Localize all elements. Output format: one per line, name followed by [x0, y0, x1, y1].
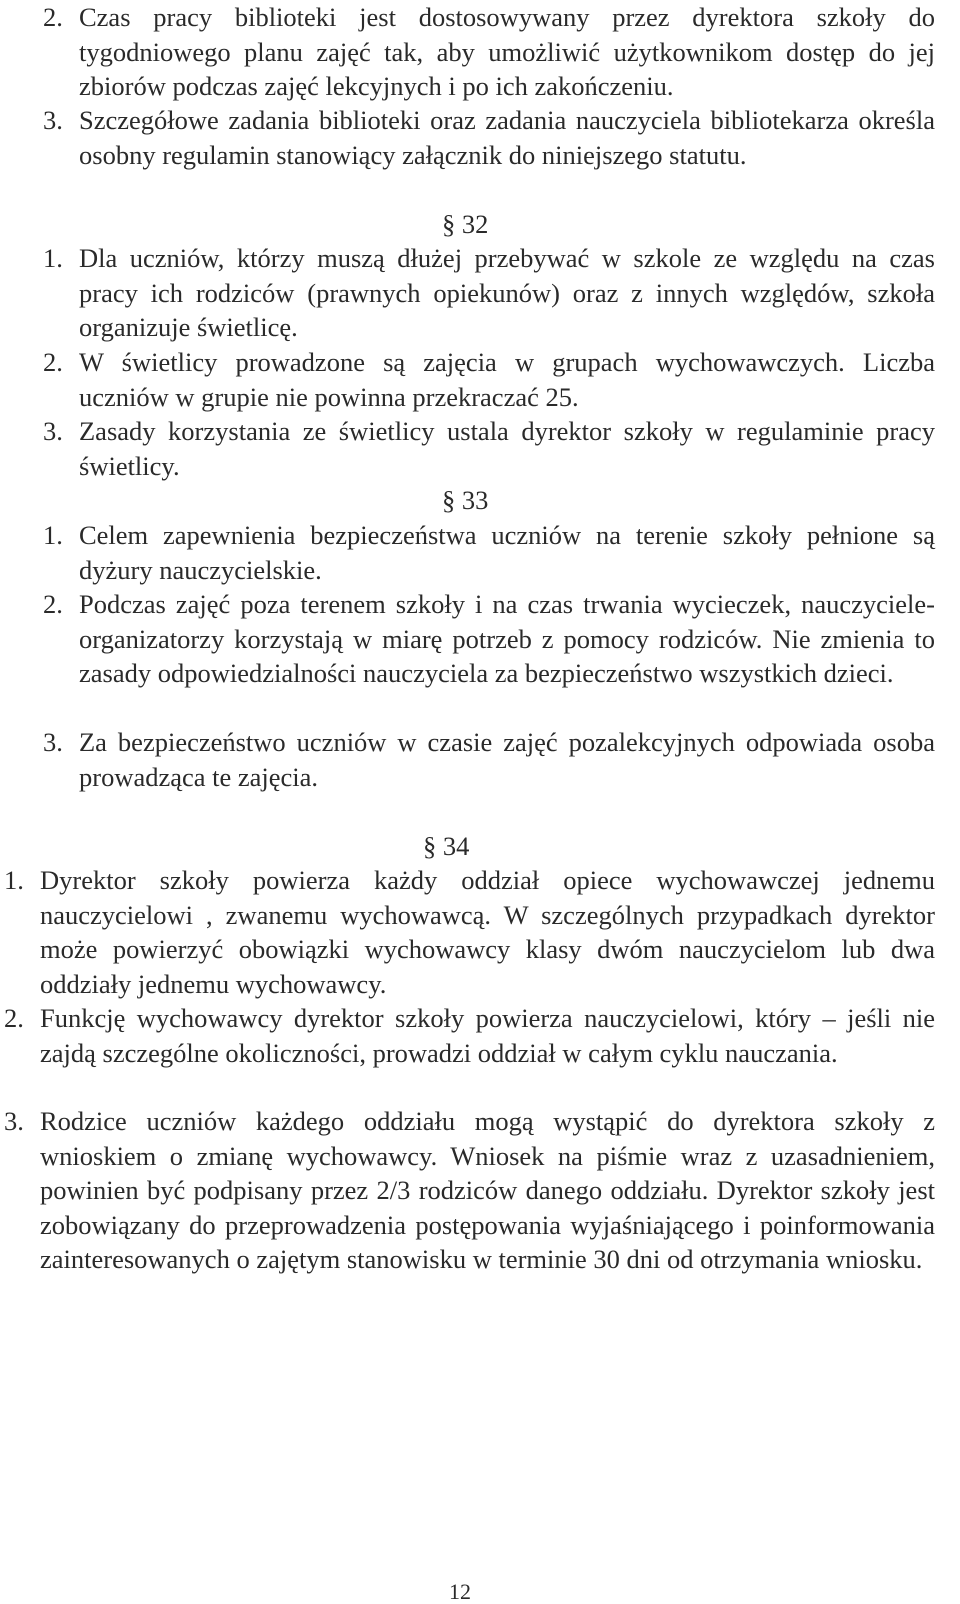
section-heading: § 34 — [423, 831, 470, 861]
item-number: 2. — [43, 589, 63, 619]
item-text: Czas pracy biblioteki jest dostosowywany przez dyrektora szkoły do tygodniowego planu zajęć tak, aby umożliwić użytkownikom dostęp do jej zbiorów podczas zajęć lekcyjnych i po ich zakończeniu. — [79, 2, 935, 102]
item-number: 3. — [4, 1106, 24, 1136]
item-text: Celem zapewnienia bezpieczeństwa uczniów na terenie szkoły pełnione są dyżury nauczycielskie. — [79, 520, 935, 585]
item-text: Funkcję wychowawcy dyrektor szkoły powierza nauczycielowi, który – jeśli nie zajdą szczególne okoliczności, prowadzi oddział w całym cyklu nauczania. — [40, 1003, 935, 1068]
item-text: Szczegółowe zadania biblioteki oraz zadania nauczyciela bibliotekarza określa osobny regulamin stanowiący załącznik do niniejszego statutu. — [79, 105, 935, 170]
item-number: 1. — [4, 865, 24, 895]
page-number: 12 — [449, 1579, 471, 1604]
section-heading: § 33 — [442, 485, 489, 515]
item-number: 2. — [43, 2, 63, 32]
item-number: 3. — [43, 105, 63, 135]
item-number: 1. — [43, 520, 63, 550]
item-number: 2. — [4, 1003, 24, 1033]
section-heading: § 32 — [442, 209, 489, 239]
item-number: 3. — [43, 416, 63, 446]
item-text: Podczas zajęć poza terenem szkoły i na czas trwania wycieczek, nauczyciele-organizatorzy korzystają w miarę potrzeb z pomocy rodziców. Nie zmienia to zasady odpowiedzialności nauczyciela za bezpieczeństwo wszystkich dzieci. — [79, 589, 935, 689]
item-number: 1. — [43, 243, 63, 273]
item-number: 2. — [43, 347, 63, 377]
item-number: 3. — [43, 727, 63, 757]
item-text: Zasady korzystania ze świetlicy ustala dyrektor szkoły w regulaminie pracy świetlicy. — [79, 416, 935, 481]
item-text: Dla uczniów, którzy muszą dłużej przebywać w szkole ze względu na czas pracy ich rodziców (prawnych opiekunów) oraz z innych względów, szkoła organizuje świetlicę. — [79, 243, 935, 343]
item-text: Rodzice uczniów każdego oddziału mogą wystąpić do dyrektora szkoły z wnioskiem o zmianę wychowawcy. Wniosek na piśmie wraz z uzasadnieniem, powinien być podpisany przez 2/3 rodziców danego oddziału. Dyrektor szkoły jest zobowiązany do przeprowadzenia postępowania wyjaśniającego i poinformowania zainteresowanych o zajętym stanowisku w terminie 30 dni od otrzymania wniosku. — [40, 1106, 935, 1275]
item-text: W świetlicy prowadzone są zajęcia w grupach wychowawczych. Liczba uczniów w grupie nie powinna przekraczać 25. — [79, 347, 935, 412]
item-text: Za bezpieczeństwo uczniów w czasie zajęć pozalekcyjnych odpowiada osoba prowadząca te zajęcia. — [79, 727, 935, 792]
item-text: Dyrektor szkoły powierza każdy oddział opiece wychowawczej jednemu nauczycielowi , zwanemu wychowawcą. W szczególnych przypadkach dyrektor może powierzyć obowiązki wychowawcy klasy dwóm nauczycielom lub dwa oddziały jednemu wychowawcy. — [40, 865, 935, 999]
